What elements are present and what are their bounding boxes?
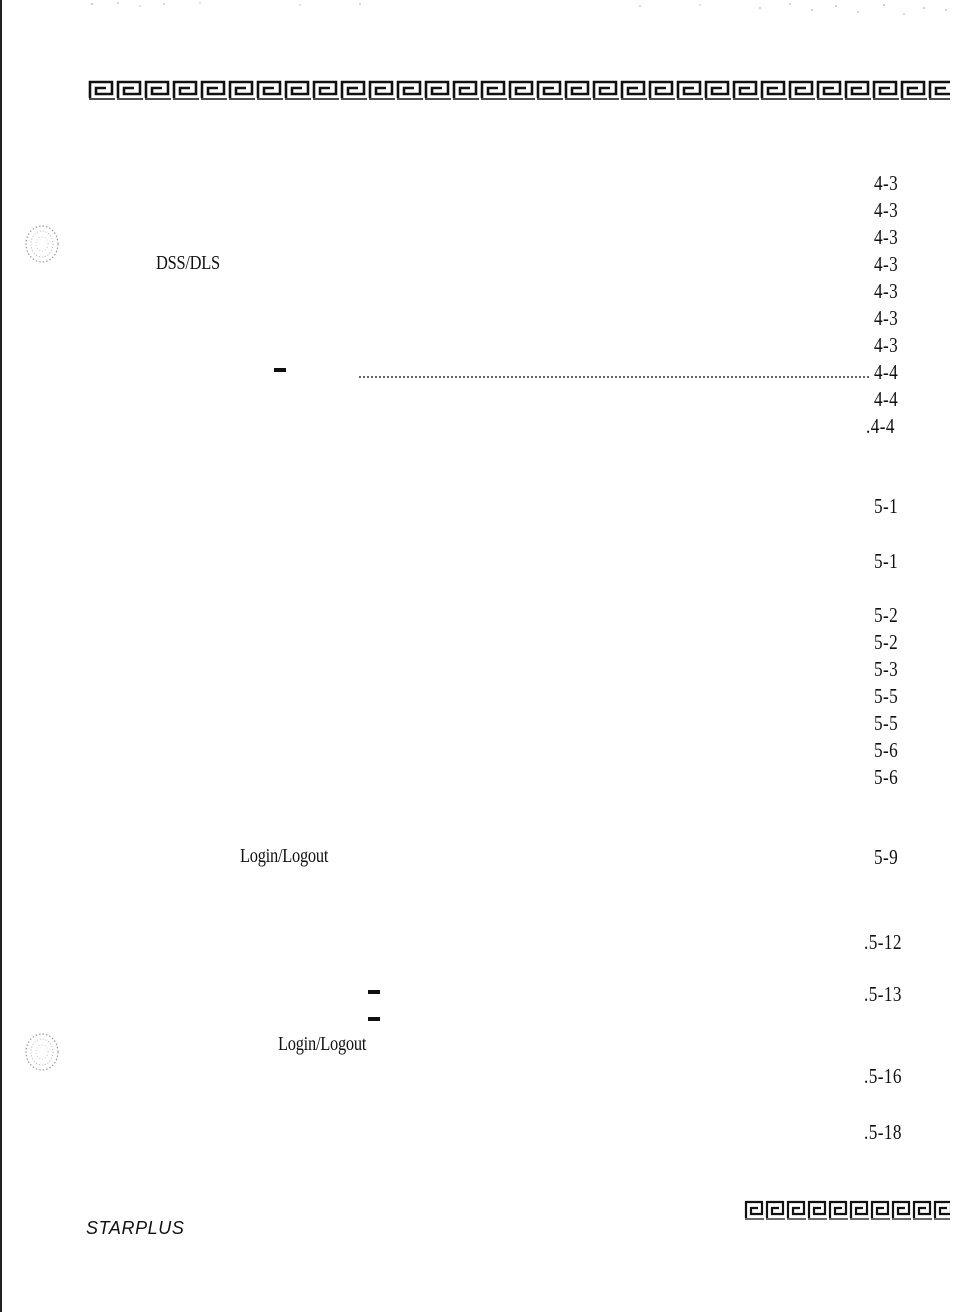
toc-page-number: 5-5 — [874, 684, 899, 708]
toc-entry — [0, 657, 960, 683]
toc-entry — [0, 360, 960, 386]
toc-page-number: 5-5 — [874, 711, 899, 735]
toc-entry — [0, 494, 960, 520]
toc-entry-title: Login/Logout — [278, 1033, 367, 1055]
toc-page-number: 5-6 — [874, 738, 899, 762]
toc-page-number: 5-2 — [874, 630, 899, 654]
toc-entry-title: Login/Logout — [240, 845, 329, 867]
toc-page-number: 4-3 — [874, 198, 899, 222]
toc-page-number: 5-9 — [874, 845, 899, 869]
dash-mark — [274, 368, 286, 372]
greek-key-border-bottom — [744, 1200, 950, 1220]
scan-noise — [0, 0, 960, 40]
toc-page-number: 4-3 — [874, 333, 899, 357]
toc-entry — [0, 845, 960, 871]
toc-entry — [0, 738, 960, 764]
toc-page-number: 5-6 — [874, 765, 899, 789]
toc-page-number: .5-16 — [864, 1064, 902, 1088]
toc-entry — [0, 603, 960, 629]
toc-entry — [0, 252, 960, 278]
toc-entry — [0, 387, 960, 413]
toc-entry — [0, 630, 960, 656]
toc-entry — [0, 333, 960, 359]
toc-entry — [0, 198, 960, 224]
toc-page-number: 4-3 — [874, 306, 899, 330]
toc-entry — [0, 1064, 960, 1090]
toc-entry — [0, 684, 960, 710]
toc-page-number: 5-1 — [874, 549, 899, 573]
dash-mark — [368, 1017, 380, 1021]
toc-page-number: 4-4 — [874, 387, 899, 411]
toc-entry — [0, 1120, 960, 1146]
toc-entry — [0, 765, 960, 791]
dot-leader — [358, 376, 870, 378]
toc-entry — [0, 711, 960, 737]
toc-page-number: 4-3 — [874, 225, 899, 249]
toc-entry — [0, 414, 960, 440]
toc-entry — [0, 1033, 960, 1059]
toc-entry — [0, 982, 960, 1008]
toc-page-number: 5-2 — [874, 603, 899, 627]
toc-page-number: 4-4 — [874, 360, 899, 384]
toc-entry — [0, 306, 960, 332]
toc-page-number: .5-18 — [864, 1120, 902, 1144]
toc-page-number: 4-3 — [874, 252, 899, 276]
toc-entry — [0, 225, 960, 251]
dash-mark — [368, 990, 380, 994]
greek-key-border-top — [88, 80, 950, 100]
toc-entry — [0, 171, 960, 197]
toc-page-number: 5-3 — [874, 657, 899, 681]
toc-page-number: 4-3 — [874, 279, 899, 303]
toc-page-number: 4-3 — [874, 171, 899, 195]
toc-entry-title: DSS/DLS — [156, 252, 220, 274]
toc-page-number: 5-1 — [874, 494, 899, 518]
toc-entry — [0, 549, 960, 575]
toc-page-number: .4-4 — [866, 414, 895, 438]
toc-entry — [0, 930, 960, 956]
footer-publication-title: STARPLUS — [86, 1218, 185, 1238]
toc-page-number: .5-12 — [864, 930, 902, 954]
toc-page-number: .5-13 — [864, 982, 902, 1006]
toc-entry — [0, 279, 960, 305]
